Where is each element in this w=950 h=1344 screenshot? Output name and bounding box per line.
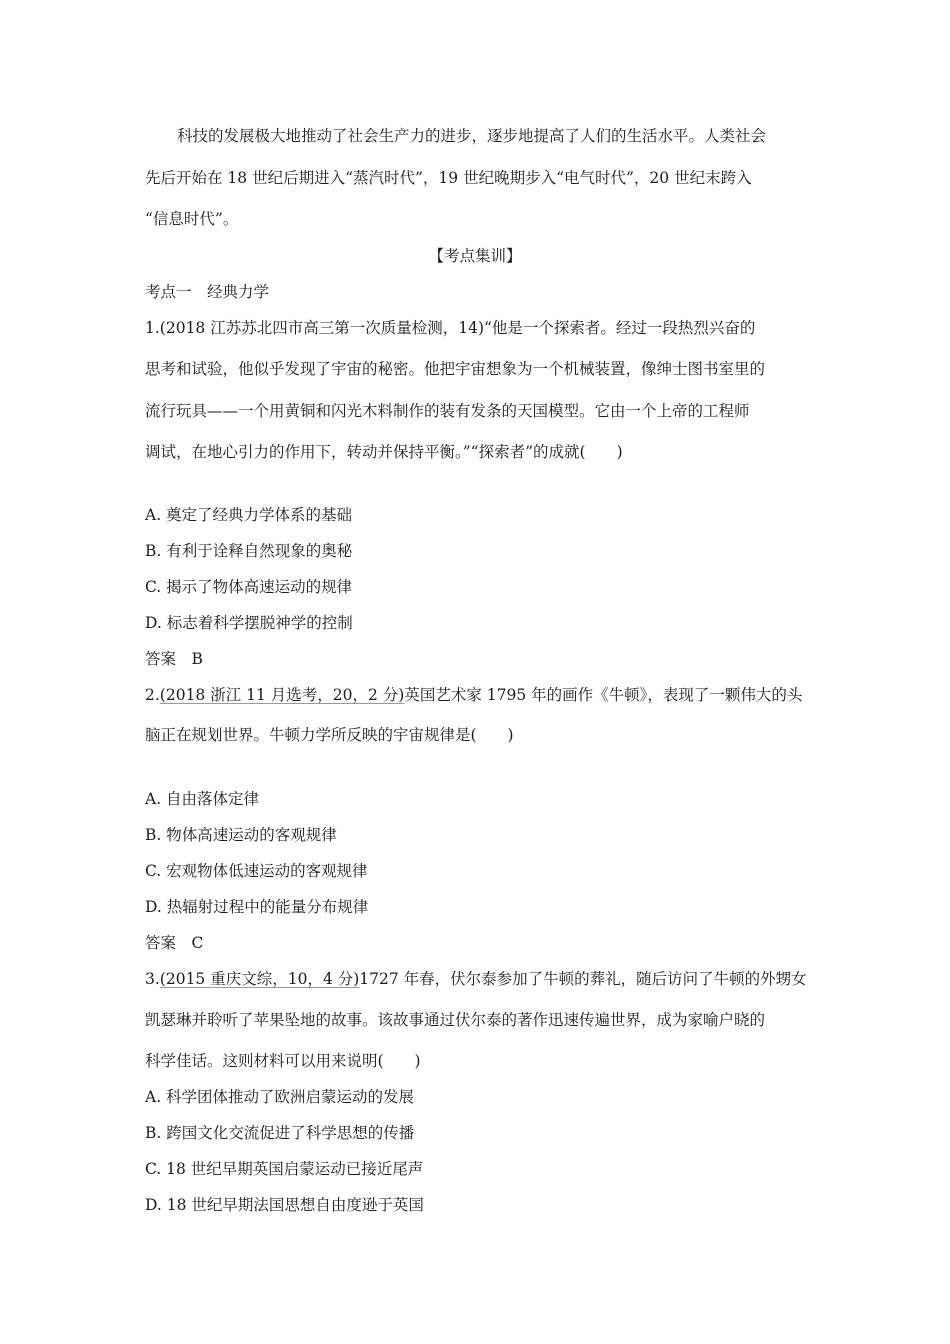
q2-option-b: B. 物体高速运动的客观规律	[145, 826, 337, 844]
q1-line-1	[145, 318, 755, 338]
q2-option-c: C. 宏观物体低速运动的客观规律	[145, 862, 368, 880]
q1-answer: 答案 B	[145, 650, 203, 668]
q3-text-1: 1727 年春，伏尔泰参加了牛顿的葬礼，随后访问了牛顿的外甥女	[359, 970, 807, 988]
q2-text-1: 英国艺术家 1795 年的画作《牛顿》，表现了一颗伟大的头	[404, 686, 803, 704]
q3-line-3: 科学佳话。这则材料可以用来说明( )	[145, 1052, 421, 1070]
q3-option-a: A. 科学团体推动了欧洲启蒙运动的发展	[145, 1088, 415, 1106]
q2-option-a: A. 自由落体定律	[145, 790, 260, 808]
q2-line-2: 脑正在规划世界。牛顿力学所反映的宇宙规律是( )	[145, 726, 514, 744]
q3-source: (2015 重庆文综，10，4 分)	[159, 970, 360, 988]
q3-option-d: D. 18 世纪早期法国思想自由度逊于英国	[145, 1196, 424, 1214]
q2-option-d: D. 热辐射过程中的能量分布规律	[145, 898, 369, 916]
q2-number: 2.	[145, 686, 160, 704]
q1-option-d: D. 标志着科学摆脱神学的控制	[145, 614, 353, 632]
q1-line-4: 调试，在地心引力的作用下，转动并保持平衡。”“探索者”的成就( )	[145, 443, 623, 461]
section-title: 【考点集训】	[428, 247, 522, 265]
q1-option-a: A. 奠定了经典力学体系的基础	[145, 506, 353, 524]
q3-option-c: C. 18 世纪早期英国启蒙运动已接近尾声	[145, 1160, 424, 1178]
q1-option-b: B. 有利于诠释自然现象的奥秘	[145, 542, 353, 560]
q1-number: 1.	[145, 319, 160, 337]
q3-number: 3.	[145, 970, 160, 988]
topic-heading: 考点一 经典力学	[145, 283, 270, 301]
intro-line-3: “信息时代”。	[145, 210, 239, 228]
q2-source: (2018 浙江 11 月选考，20，2 分)	[159, 686, 405, 704]
intro-line-1: 科技的发展极大地推动了社会生产力的进步，逐步地提高了人们的生活水平。人类社会	[177, 127, 767, 145]
q2-line-1	[145, 685, 802, 705]
q1-option-c: C. 揭示了物体高速运动的规律	[145, 578, 353, 596]
q1-line-3: 流行玩具——一个用黄铜和闪光木料制作的装有发条的天国模型。它由一个上帝的工程师	[145, 402, 750, 420]
q2-answer: 答案 C	[145, 934, 204, 952]
q1-source: (2018 江苏苏北四市高三第一次质量检测，14)	[159, 319, 484, 337]
intro-line-2: 先后开始在 18 世纪后期进入“蒸汽时代”，19 世纪晚期步入“电气时代”，20 世纪末跨入	[145, 169, 752, 187]
q1-text-1: “他是一个探索者。经过一段热烈兴奋的	[484, 319, 756, 337]
q1-line-2: 思考和试验，他似乎发现了宇宙的秘密。他把宇宙想象为一个机械装置，像绅士图书室里的	[145, 360, 766, 378]
q3-option-b: B. 跨国文化交流促进了科学思想的传播	[145, 1124, 415, 1142]
q3-line-1	[145, 969, 807, 989]
q3-line-2: 凯瑟琳并聆听了苹果坠地的故事。该故事通过伏尔泰的著作迅速传遍世界，成为家喻户晓的	[145, 1011, 766, 1029]
